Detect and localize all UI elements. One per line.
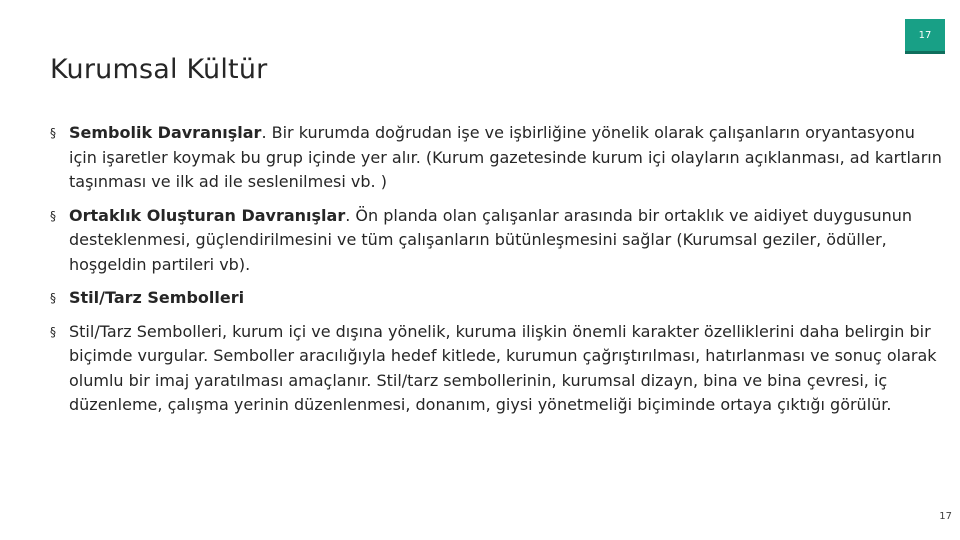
bullet-marker-icon: § bbox=[50, 126, 56, 140]
bullet-text: Stil/Tarz Sembolleri, kurum içi ve dışına yönelik, kuruma ilişkin önemli karakter özelliklerini daha belirgin bir biçimde vurgular. Semboller aracılığıyla hedef kitlede, kurumun çağrıştırılması, hatırlanması ve sonuç olarak olumlu bir imaj yaratılması amaçlanır. Stil/tarz sembollerinin, kurumsal dizayn, bina ve bina çevresi, iç düzenleme, çalışma yerinin düzenlenmesi, donanım, giysi yönetmeliği biçiminde ortaya çıktığı görülür. bbox=[69, 321, 937, 414]
slide-title: Kurumsal Kültür bbox=[50, 54, 268, 85]
bullet-heading: Sembolik Davranışlar bbox=[69, 123, 262, 142]
bullet-marker-icon: § bbox=[50, 291, 56, 305]
bullet-heading: Ortaklık Oluşturan Davranışlar bbox=[69, 205, 346, 225]
bullet-marker-icon: § bbox=[50, 324, 56, 339]
bullet-item-stil-tarz-heading bbox=[50, 286, 945, 311]
bullet-text: . Bir kurumda doğrudan işe ve işbirliğine yönelik olarak çalışanların oryantasyonu için işaretler koymak bu grup içinde yer alır. (Kurum gazetesinde kurum içi olayların açıklanması, ad kartların taşınması ve ilk ad ile seslenilmesi vb. ) bbox=[69, 123, 942, 191]
footer-page-number: 17 bbox=[939, 511, 952, 522]
bullet-item-stil-tarz-description bbox=[50, 320, 945, 418]
bullet-marker-icon: § bbox=[50, 208, 56, 223]
bullet-heading: Stil/Tarz Sembolleri bbox=[69, 288, 245, 307]
slide-number-badge-label: 17 bbox=[918, 29, 932, 41]
slide-number-badge bbox=[905, 19, 945, 54]
bullet-item-ortaklik bbox=[50, 204, 945, 278]
bullet-text: . Ön planda olan çalışanlar arasında bir ortaklık ve aidiyet duygusunun desteklenmesi, güçlendirilmesini ve tüm çalışanların bütünleşmesini sağlar (Kurumsal geziler, ödüller, hoşgeldin partileri vb). bbox=[69, 205, 913, 274]
bullet-item-sembolik bbox=[50, 121, 945, 195]
bullet-list bbox=[50, 121, 945, 427]
